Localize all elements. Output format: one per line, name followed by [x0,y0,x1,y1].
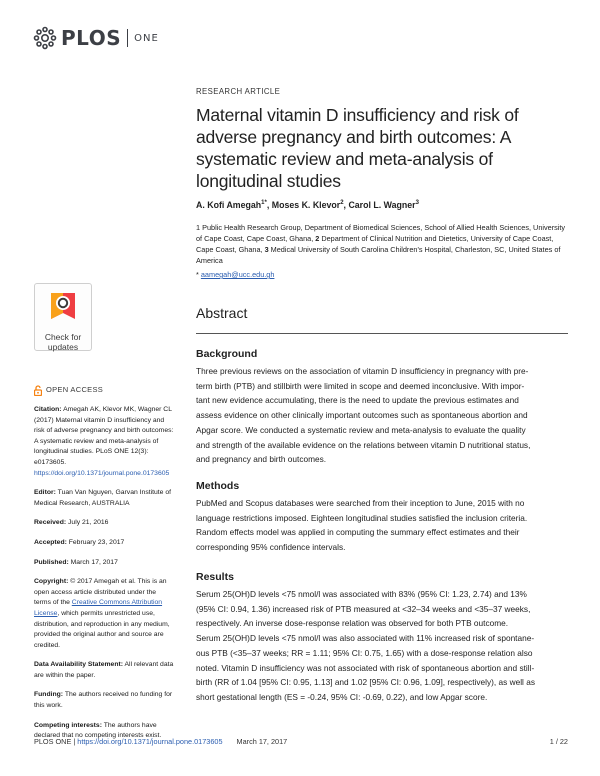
footer-date: March 17, 2017 [236,737,288,746]
corresponding-email [196,270,568,279]
editor-text: Tuan Van Nguyen, Garvan Institute of Medical Research, AUSTRALIA [34,489,172,507]
results-line: noted. Vitamin D insufficiency was not associated with risk of spontaneous abortion and still- [196,662,535,673]
copyright [34,577,174,651]
affil-2-number: 2 [315,234,320,243]
affil-3-number: 3 [264,245,269,254]
competing-interests-text: The authors have declared that no competing interests exist. [34,721,162,740]
methods-heading: Methods [196,480,240,492]
editor [34,488,174,509]
check-for-updates-badge[interactable] [34,283,92,351]
open-access-badge [34,385,174,396]
abstract-divider [196,333,568,334]
cc-license-link[interactable]: Creative Commons Attribution License [34,599,163,617]
funding [34,690,174,711]
affil-2-text: Department of Clinical Nutrition and Dietetics, University of Cape Coast, Cape Coast, Ghana, [196,234,554,254]
editor-label: Editor: [34,489,56,497]
published-date [34,558,174,569]
funding-text: The authors received no funding for this work. [34,691,173,710]
background-line: tant new evidence accumulating, there is the need to update the previous estimates and [196,395,519,406]
logo-one-text: ONE [134,32,159,44]
open-access-label: OPEN ACCESS [46,385,104,395]
funding-label: Funding: [34,691,64,699]
copyright-text-1: © 2017 Amegah et al. This is an open access article distributed under the terms of the [34,578,167,607]
published-text: March 17, 2017 [68,558,118,566]
methods-line: corresponding 95% confidence intervals. [196,542,346,553]
results-line: birth (RR of 1.04 [95% CI: 0.95, 1.13] and 1.02 [95% CI: 0.96, 1.09], respectively), as well as [196,677,535,688]
affil-3-text: Medical University of South Carolina Children's Hospital, Charleston, SC, United States of America [196,245,561,265]
background-line: Three previous reviews on the association of vitamin D insufficiency in pregnancy with pre- [196,366,529,376]
received-date [34,518,174,529]
citation-text: Amegah AK, Klevor MK, Wagner CL (2017) Maternal vitamin D insufficiency and risk of adverse pregnancy and birth outcomes: A systematic review and meta-analysis of longitudinal studies. PLoS ONE 12(3): e0173605. [34,406,174,466]
methods-line: Random effects model was applied in computing the summary effect estimates and their [196,527,520,538]
accepted-text: February 23, 2017 [66,538,125,546]
data-availability-label: Data Availability Statement: [34,661,124,669]
affiliations [196,222,568,266]
abstract-heading: Abstract [196,305,248,321]
author-2[interactable]: Moses K. Klevor [271,200,341,210]
affil-1-text: Public Health Research Group, Department of Biomedical Sciences, School of Allied Health Sciences, University of Cape Coast, Cape Coast, Ghana, [196,223,566,243]
background-heading: Background [196,348,258,360]
author-3[interactable]: Carol L. Wagner [348,200,416,210]
received-label: Received: [34,519,67,527]
background-line: and pregnancy and birth outcomes. [196,454,327,465]
page-footer [34,737,568,746]
crossmark-icon [48,289,78,323]
author-3-affil: 3 [415,200,419,207]
background-line: and strength of the available evidence on the relations between vitamin D nutritional status, [196,439,531,450]
results-line: short gestational length (ES = -0.24, 95% CI: -0.69, 0.22), and low Apgar score. [196,691,488,702]
results-line: Serum 25(OH)D levels <75 nmol/l was also associated with 11% increased risk of spontane- [196,633,535,644]
copyright-text-2: , which permits unrestricted use, distribution, and reproduction in any medium, provided the original author and source are credited. [34,609,170,649]
author-2-affil: 2 [340,200,344,207]
author-1[interactable]: A. Kofi Amegah [196,200,262,210]
email-link[interactable]: aamegah@ucc.edu.gh [200,270,275,279]
footer-separator: | [71,737,78,746]
methods-line: PubMed and Scopus databases were searched from their inception to June, 2015 with no [196,498,525,508]
article-title: Maternal vitamin D insufficiency and risk of adverse pregnancy and birth outcomes: A systematic review and meta-analysis of longitudinal studies [196,105,519,191]
crossmark-label-line2: updates [47,342,79,352]
background-body [196,364,568,467]
results-line: Serum 25(OH)D levels <75 nmol/l was associated with 83% (95% CI: 1.23, 2.74) and 13% [196,589,527,599]
background-line: Apgar score. We conducted a systematic review and meta-analysis to evaluate the quality [196,424,526,435]
author-list: A. Kofi Amegah$^{1*}$, Moses K. Klevor$^2$, Carol L. Wagner$^3$ [196,200,419,210]
published-label: Published: [34,558,69,566]
results-line: ous PTB (<35–37 weeks; RR = 1.11; 95% CI: 0.75, 1.65) with a dose-response relation also [196,647,533,658]
results-body [196,587,568,705]
copyright-label: Copyright: [34,578,69,586]
background-line: term birth (PTB) and stillbirth were limited in scope and deemed inconclusive. With impor- [196,380,525,391]
article-metadata [34,385,174,751]
affil-1-number: 1 [196,223,201,232]
results-line: (95% CI: 0.94, 1.36) increased risk of PTB measured at <32–34 weeks and <35–37 weeks, [196,603,531,614]
citation-doi-link[interactable]: https://doi.org/10.1371/journal.pone.0173605 [34,469,170,477]
results-heading: Results [196,571,234,583]
accepted-date [34,538,174,549]
data-availability [34,660,174,681]
logo-plos-text: PLOS [61,26,122,50]
page-number: 1 / 22 [549,737,568,746]
plos-one-logo[interactable] [33,26,159,50]
results-line: respectively. An inverse dose-response relation was observed for both PTB outcome. [196,618,509,629]
corresponding-mark: * [264,200,267,207]
citation [34,405,174,479]
data-availability-text: All relevant data are within the paper. [34,661,174,679]
email-mark: * [196,270,199,279]
methods-body [196,496,568,555]
author-1-affil: 1 [261,200,265,207]
logo-divider [127,29,128,47]
citation-label: Citation: [34,406,62,413]
accepted-label: Accepted: [34,538,67,546]
article-type: RESEARCH ARTICLE [196,87,281,96]
open-lock-icon [34,385,42,396]
methods-line: language restrictions imposed. Eighteen longitudinal studies satisfied the inclusion criteria. [196,512,528,523]
plos-sunburst-icon [33,26,57,50]
background-line: assess evidence on other clinically important outcomes such as spontaneous abortion and [196,410,528,421]
footer-doi-link[interactable]: https://doi.org/10.1371/journal.pone.0173605 [77,737,223,746]
received-text: July 21, 2016 [66,519,109,527]
competing-interests-label: Competing interests: [34,721,102,729]
footer-journal: PLOS ONE [34,737,72,746]
crossmark-label-line1: Check for [44,332,82,342]
